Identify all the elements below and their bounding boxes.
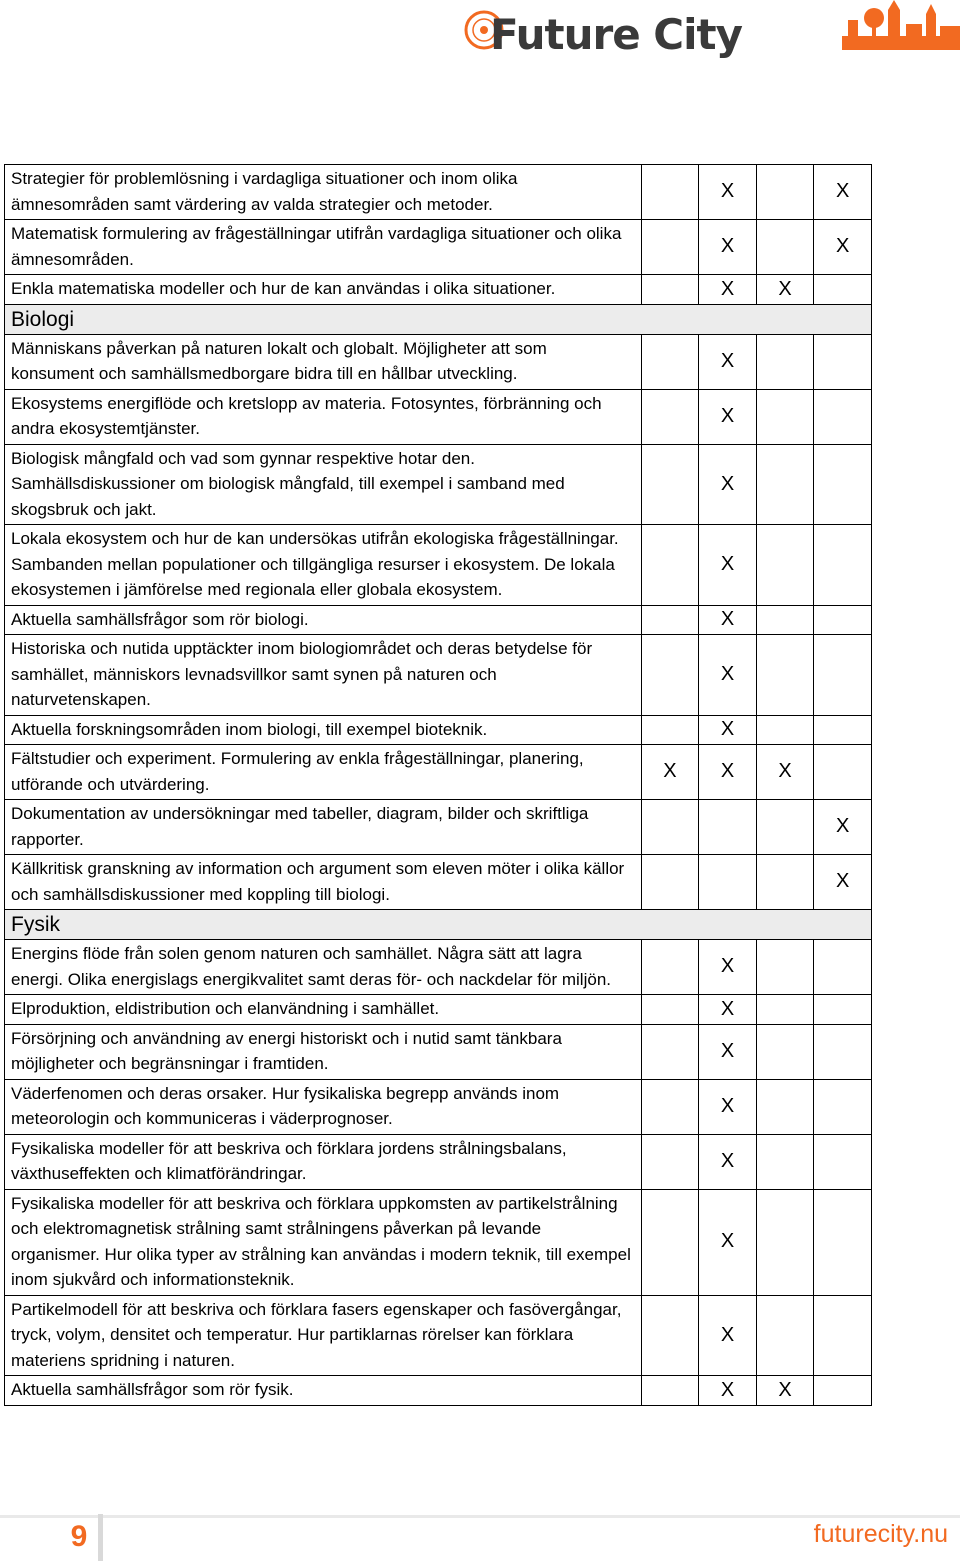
- mark-cell: [641, 605, 699, 635]
- page-number-divider: [98, 1514, 103, 1561]
- mark-cell: X: [641, 745, 699, 800]
- mark-cell: [756, 1134, 814, 1189]
- mark-cell: [756, 605, 814, 635]
- content-cell: Väderfenomen och deras orsaker. Hur fysikaliska begrepp används inom meteorologin och kommuniceras i väderprognoser.: [5, 1079, 642, 1134]
- content-cell: Biologisk mångfald och vad som gynnar respektive hotar den. Samhällsdiskussioner om biologisk mångfald, till exempel i samband med skogsbruk och jakt.: [5, 444, 642, 525]
- table-row: [5, 389, 872, 444]
- mark-cell: [756, 444, 814, 525]
- mark-cell: X: [699, 1189, 757, 1295]
- table-row: [5, 635, 872, 716]
- mark-cell: [814, 1134, 872, 1189]
- mark-cell: [641, 1134, 699, 1189]
- table-row: [5, 940, 872, 995]
- table-body: [5, 165, 872, 1406]
- mark-cell: [699, 855, 757, 910]
- mark-cell: [641, 220, 699, 275]
- mark-cell: X: [699, 1024, 757, 1079]
- mark-cell: [641, 275, 699, 305]
- content-cell: Partikelmodell för att beskriva och förklara fasers egenskaper och fasövergångar, tryck, volym, densitet och temperatur. Hur partiklarnas rörelser kan förklara materiens spridning i naturen.: [5, 1295, 642, 1376]
- mark-cell: [756, 525, 814, 606]
- table-row: [5, 334, 872, 389]
- mark-cell: [756, 715, 814, 745]
- mark-cell: [756, 1189, 814, 1295]
- content-cell: Aktuella forskningsområden inom biologi, till exempel bioteknik.: [5, 715, 642, 745]
- content-cell: Matematisk formulering av frågeställningar utifrån vardagliga situationer och olika ämnesområden.: [5, 220, 642, 275]
- table-row: [5, 444, 872, 525]
- mark-cell: [641, 715, 699, 745]
- mark-cell: [756, 165, 814, 220]
- mark-cell: X: [699, 220, 757, 275]
- table-row: [5, 715, 872, 745]
- content-cell: Aktuella samhällsfrågor som rör biologi.: [5, 605, 642, 635]
- table-row: [5, 745, 872, 800]
- mark-cell: X: [699, 995, 757, 1025]
- mark-cell: X: [699, 389, 757, 444]
- mark-cell: X: [814, 800, 872, 855]
- table-row: [5, 800, 872, 855]
- mark-cell: [756, 389, 814, 444]
- mark-cell: [814, 940, 872, 995]
- content-cell: Fysikaliska modeller för att beskriva och förklara jordens strålningsbalans, växthuseffekten och klimatförändringar.: [5, 1134, 642, 1189]
- mark-cell: [814, 995, 872, 1025]
- mark-cell: [814, 635, 872, 716]
- mark-cell: [641, 855, 699, 910]
- content-cell: Historiska och nutida upptäckter inom biologiområdet och deras betydelse för samhället, människors levnadsvillkor samt synen på naturen och naturvetenskapen.: [5, 635, 642, 716]
- mark-cell: [814, 745, 872, 800]
- mark-cell: [641, 800, 699, 855]
- table-row: [5, 605, 872, 635]
- mark-cell: [814, 1189, 872, 1295]
- mark-cell: [641, 525, 699, 606]
- content-cell: Dokumentation av undersökningar med tabeller, diagram, bilder och skriftliga rapporter.: [5, 800, 642, 855]
- mark-cell: [641, 635, 699, 716]
- mark-cell: [756, 334, 814, 389]
- content-cell: Källkritisk granskning av information och argument som eleven möter i olika källor och samhällsdiskussioner med koppling till biologi.: [5, 855, 642, 910]
- section-row: [5, 910, 872, 940]
- mark-cell: [814, 1376, 872, 1406]
- mark-cell: [641, 940, 699, 995]
- content-cell: Försörjning och användning av energi historiskt och i nutid samt tänkbara möjligheter och begränsningar i framtiden.: [5, 1024, 642, 1079]
- mark-cell: X: [756, 1376, 814, 1406]
- mark-cell: [641, 334, 699, 389]
- mark-cell: [814, 525, 872, 606]
- table-row: [5, 1295, 872, 1376]
- mark-cell: [641, 1295, 699, 1376]
- mark-cell: [756, 1024, 814, 1079]
- mark-cell: [756, 940, 814, 995]
- content-cell: Energins flöde från solen genom naturen och samhället. Några sätt att lagra energi. Olika energislags energikvalitet samt deras för- och nackdelar för miljön.: [5, 940, 642, 995]
- mark-cell: X: [699, 1079, 757, 1134]
- mark-cell: X: [699, 605, 757, 635]
- mark-cell: X: [814, 220, 872, 275]
- mark-cell: X: [699, 275, 757, 305]
- mark-cell: [814, 334, 872, 389]
- mark-cell: X: [699, 444, 757, 525]
- mark-cell: [756, 220, 814, 275]
- content-cell: Lokala ekosystem och hur de kan undersökas utifrån ekologiska frågeställningar. Sambanden mellan populationer och tillgängliga resurser i ekosystem. De lokala ekosystemen i jämförelse med regionala eller globala ekosystem.: [5, 525, 642, 606]
- mark-cell: X: [699, 165, 757, 220]
- mark-cell: X: [756, 275, 814, 305]
- mark-cell: [814, 1079, 872, 1134]
- site-url: futurecity.nu: [813, 1520, 948, 1548]
- mark-cell: [814, 715, 872, 745]
- table-row: [5, 995, 872, 1025]
- content-cell: Fysikaliska modeller för att beskriva och förklara uppkomsten av partikelstrålning och elektromagnetisk strålning samt strålningens påverkan på levande organismer. Hur olika typer av strålning kan användas i modern teknik, till exempel inom sjukvård och informationsteknik.: [5, 1189, 642, 1295]
- mark-cell: [756, 1079, 814, 1134]
- mark-cell: [814, 275, 872, 305]
- mark-cell: X: [699, 525, 757, 606]
- table-row: [5, 220, 872, 275]
- mark-cell: X: [699, 635, 757, 716]
- page-number: 9: [70, 1520, 88, 1553]
- mark-cell: [756, 635, 814, 716]
- mark-cell: [814, 444, 872, 525]
- table-row: [5, 1376, 872, 1406]
- mark-cell: [814, 389, 872, 444]
- mark-cell: [814, 605, 872, 635]
- mark-cell: [814, 1295, 872, 1376]
- curriculum-table: [4, 164, 872, 1406]
- mark-cell: X: [699, 940, 757, 995]
- mark-cell: [699, 800, 757, 855]
- mark-cell: X: [814, 855, 872, 910]
- mark-cell: X: [699, 745, 757, 800]
- table-row: [5, 1024, 872, 1079]
- mark-cell: [641, 1079, 699, 1134]
- mark-cell: X: [756, 745, 814, 800]
- content-cell: Elproduktion, eldistribution och elanvändning i samhället.: [5, 995, 642, 1025]
- mark-cell: [756, 995, 814, 1025]
- content-cell: Människans påverkan på naturen lokalt och globalt. Möjligheter att som konsument och samhällsmedborgare bidra till en hållbar utveckling.: [5, 334, 642, 389]
- mark-cell: [641, 1376, 699, 1406]
- footer-rule: [0, 1515, 960, 1518]
- mark-cell: [756, 1295, 814, 1376]
- mark-cell: [641, 995, 699, 1025]
- table-row: [5, 165, 872, 220]
- mark-cell: X: [814, 165, 872, 220]
- brand-wordmark: Future City: [490, 10, 742, 59]
- table-row: [5, 855, 872, 910]
- table-row: [5, 1079, 872, 1134]
- mark-cell: [756, 800, 814, 855]
- mark-cell: [641, 444, 699, 525]
- section-heading: Fysik: [5, 910, 872, 940]
- skyline-icon: [842, 0, 960, 50]
- content-cell: Ekosystems energiflöde och kretslopp av materia. Fotosyntes, förbränning och andra ekosystemtjänster.: [5, 389, 642, 444]
- mark-cell: X: [699, 1134, 757, 1189]
- table-row: [5, 1189, 872, 1295]
- table-row: [5, 525, 872, 606]
- content-cell: Fältstudier och experiment. Formulering av enkla frågeställningar, planering, utförande och utvärdering.: [5, 745, 642, 800]
- mark-cell: X: [699, 334, 757, 389]
- mark-cell: X: [699, 1376, 757, 1406]
- mark-cell: X: [699, 1295, 757, 1376]
- mark-cell: [756, 855, 814, 910]
- table-row: [5, 1134, 872, 1189]
- content-cell: Enkla matematiska modeller och hur de kan användas i olika situationer.: [5, 275, 642, 305]
- table-row: [5, 275, 872, 305]
- section-row: [5, 304, 872, 334]
- section-heading: Biologi: [5, 304, 872, 334]
- mark-cell: [641, 1189, 699, 1295]
- mark-cell: [641, 389, 699, 444]
- mark-cell: [641, 1024, 699, 1079]
- mark-cell: [641, 165, 699, 220]
- content-cell: Aktuella samhällsfrågor som rör fysik.: [5, 1376, 642, 1406]
- mark-cell: X: [699, 715, 757, 745]
- content-cell: Strategier för problemlösning i vardagliga situationer och inom olika ämnesområden samt värdering av valda strategier och metoder.: [5, 165, 642, 220]
- mark-cell: [814, 1024, 872, 1079]
